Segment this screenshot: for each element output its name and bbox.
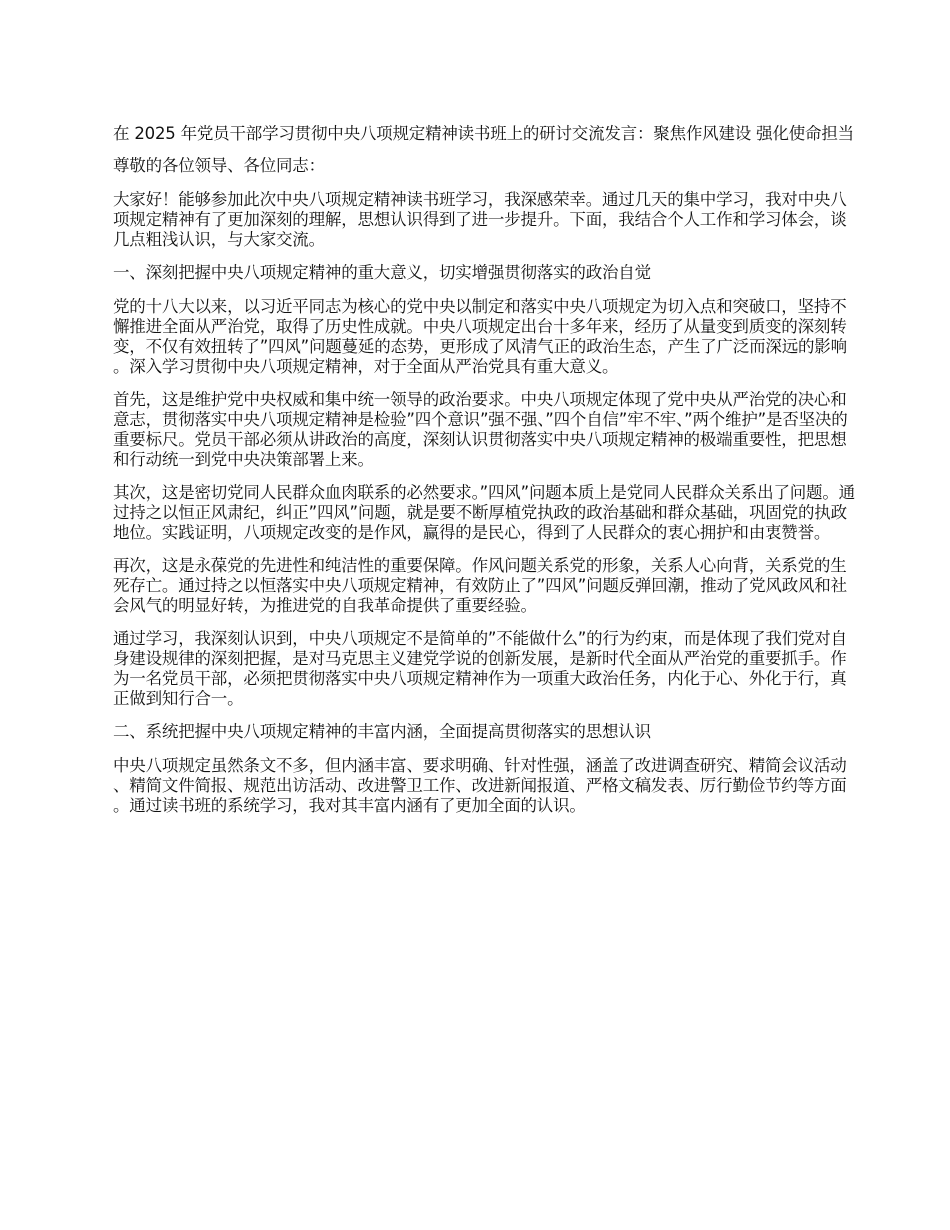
paragraph: 再次，这是永葆党的先进性和纯洁性的重要保障。作风问题关系党的形象，关系人心向背，关系党的生死存亡。通过持之以恒落实中央八项规定精神，有效防止了”四风”问题反弹回潮，推动了党风政风和社会风气的明显好转，为推进党的自我革命提供了重要经验。 bbox=[113, 556, 847, 615]
paragraph: 通过学习，我深刻认识到，中央八项规定不是简单的”不能做什么”的行为约束，而是体现了我们党对自身建设规律的深刻把握，是对马克思主义建党学说的创新发展，是新时代全面从严治党的重要抓手。作为一名党员干部，必须把贯彻落实中央八项规定精神作为一项重大政治任务，内化于心、外化于行，真正做到知行合一。 bbox=[113, 629, 847, 708]
paragraph: 中央八项规定虽然条文不多，但内涵丰富、要求明确、针对性强，涵盖了改进调查研究、精简会议活动、精简文件简报、规范出访活动、改进警卫工作、改进新闻报道、严格文稿发表、厉行勤俭节约等方面。通过读书班的系统学习，我对其丰富内涵有了更加全面的认识。 bbox=[113, 756, 847, 815]
paragraph: 其次，这是密切党同人民群众血肉联系的必然要求。”四风”问题本质上是党同人民群众关系出了问题。通过持之以恒正风肃纪，纠正”四风”问题，就是要不断厚植党执政的政治基础和群众基础，巩固党的执政地位。实践证明，八项规定改变的是作风，赢得的是民心，得到了人民群众的衷心拥护和由衷赞誉。 bbox=[113, 483, 855, 542]
section-heading-2: 二、系统把握中央八项规定精神的丰富内涵，全面提高贯彻落实的思想认识 bbox=[113, 722, 651, 741]
paragraph: 党的十八大以来，以习近平同志为核心的党中央以制定和落实中央八项规定为切入点和突破口，坚持不懈推进全面从严治党，取得了历史性成就。中央八项规定出台十多年来，经历了从量变到质变的深刻转变，不仅有效扭转了”四风”问题蔓延的态势，更形成了风清气正的政治生态，产生了广泛而深远的影响。深入学习贯彻中央八项规定精神，对于全面从严治党具有重大意义。 bbox=[113, 297, 847, 376]
paragraph: 首先，这是维护党中央权威和集中统一领导的政治要求。中央八项规定体现了党中央从严治党的决心和意志，贯彻落实中央八项规定精神是检验”四个意识”强不强、”四个自信”牢不牢、”两个维护”是否坚决的重要标尺。党员干部必须从讲政治的高度，深刻认识贯彻落实中央八项规定精神的极端重要性，把思想和行动统一到党中央决策部署上来。 bbox=[113, 390, 848, 469]
salutation: 尊敬的各位领导、各位同志： bbox=[113, 156, 325, 175]
document-body bbox=[113, 124, 855, 829]
section-heading-1: 一、深刻把握中央八项规定精神的重大意义，切实增强贯彻落实的政治自觉 bbox=[113, 263, 651, 282]
document-title: 在 2025 年党员干部学习贯彻中央八项规定精神读书班上的研讨交流发言：聚焦作风建设 强化使命担当 bbox=[113, 124, 854, 143]
paragraph-opening: 大家好！能够参加此次中央八项规定精神读书班学习，我深感荣幸。通过几天的集中学习，我对中央八项规定精神有了更加深刻的理解，思想认识得到了进一步提升。下面，我结合个人工作和学习体会，谈几点粗浅认识，与大家交流。 bbox=[113, 190, 847, 249]
